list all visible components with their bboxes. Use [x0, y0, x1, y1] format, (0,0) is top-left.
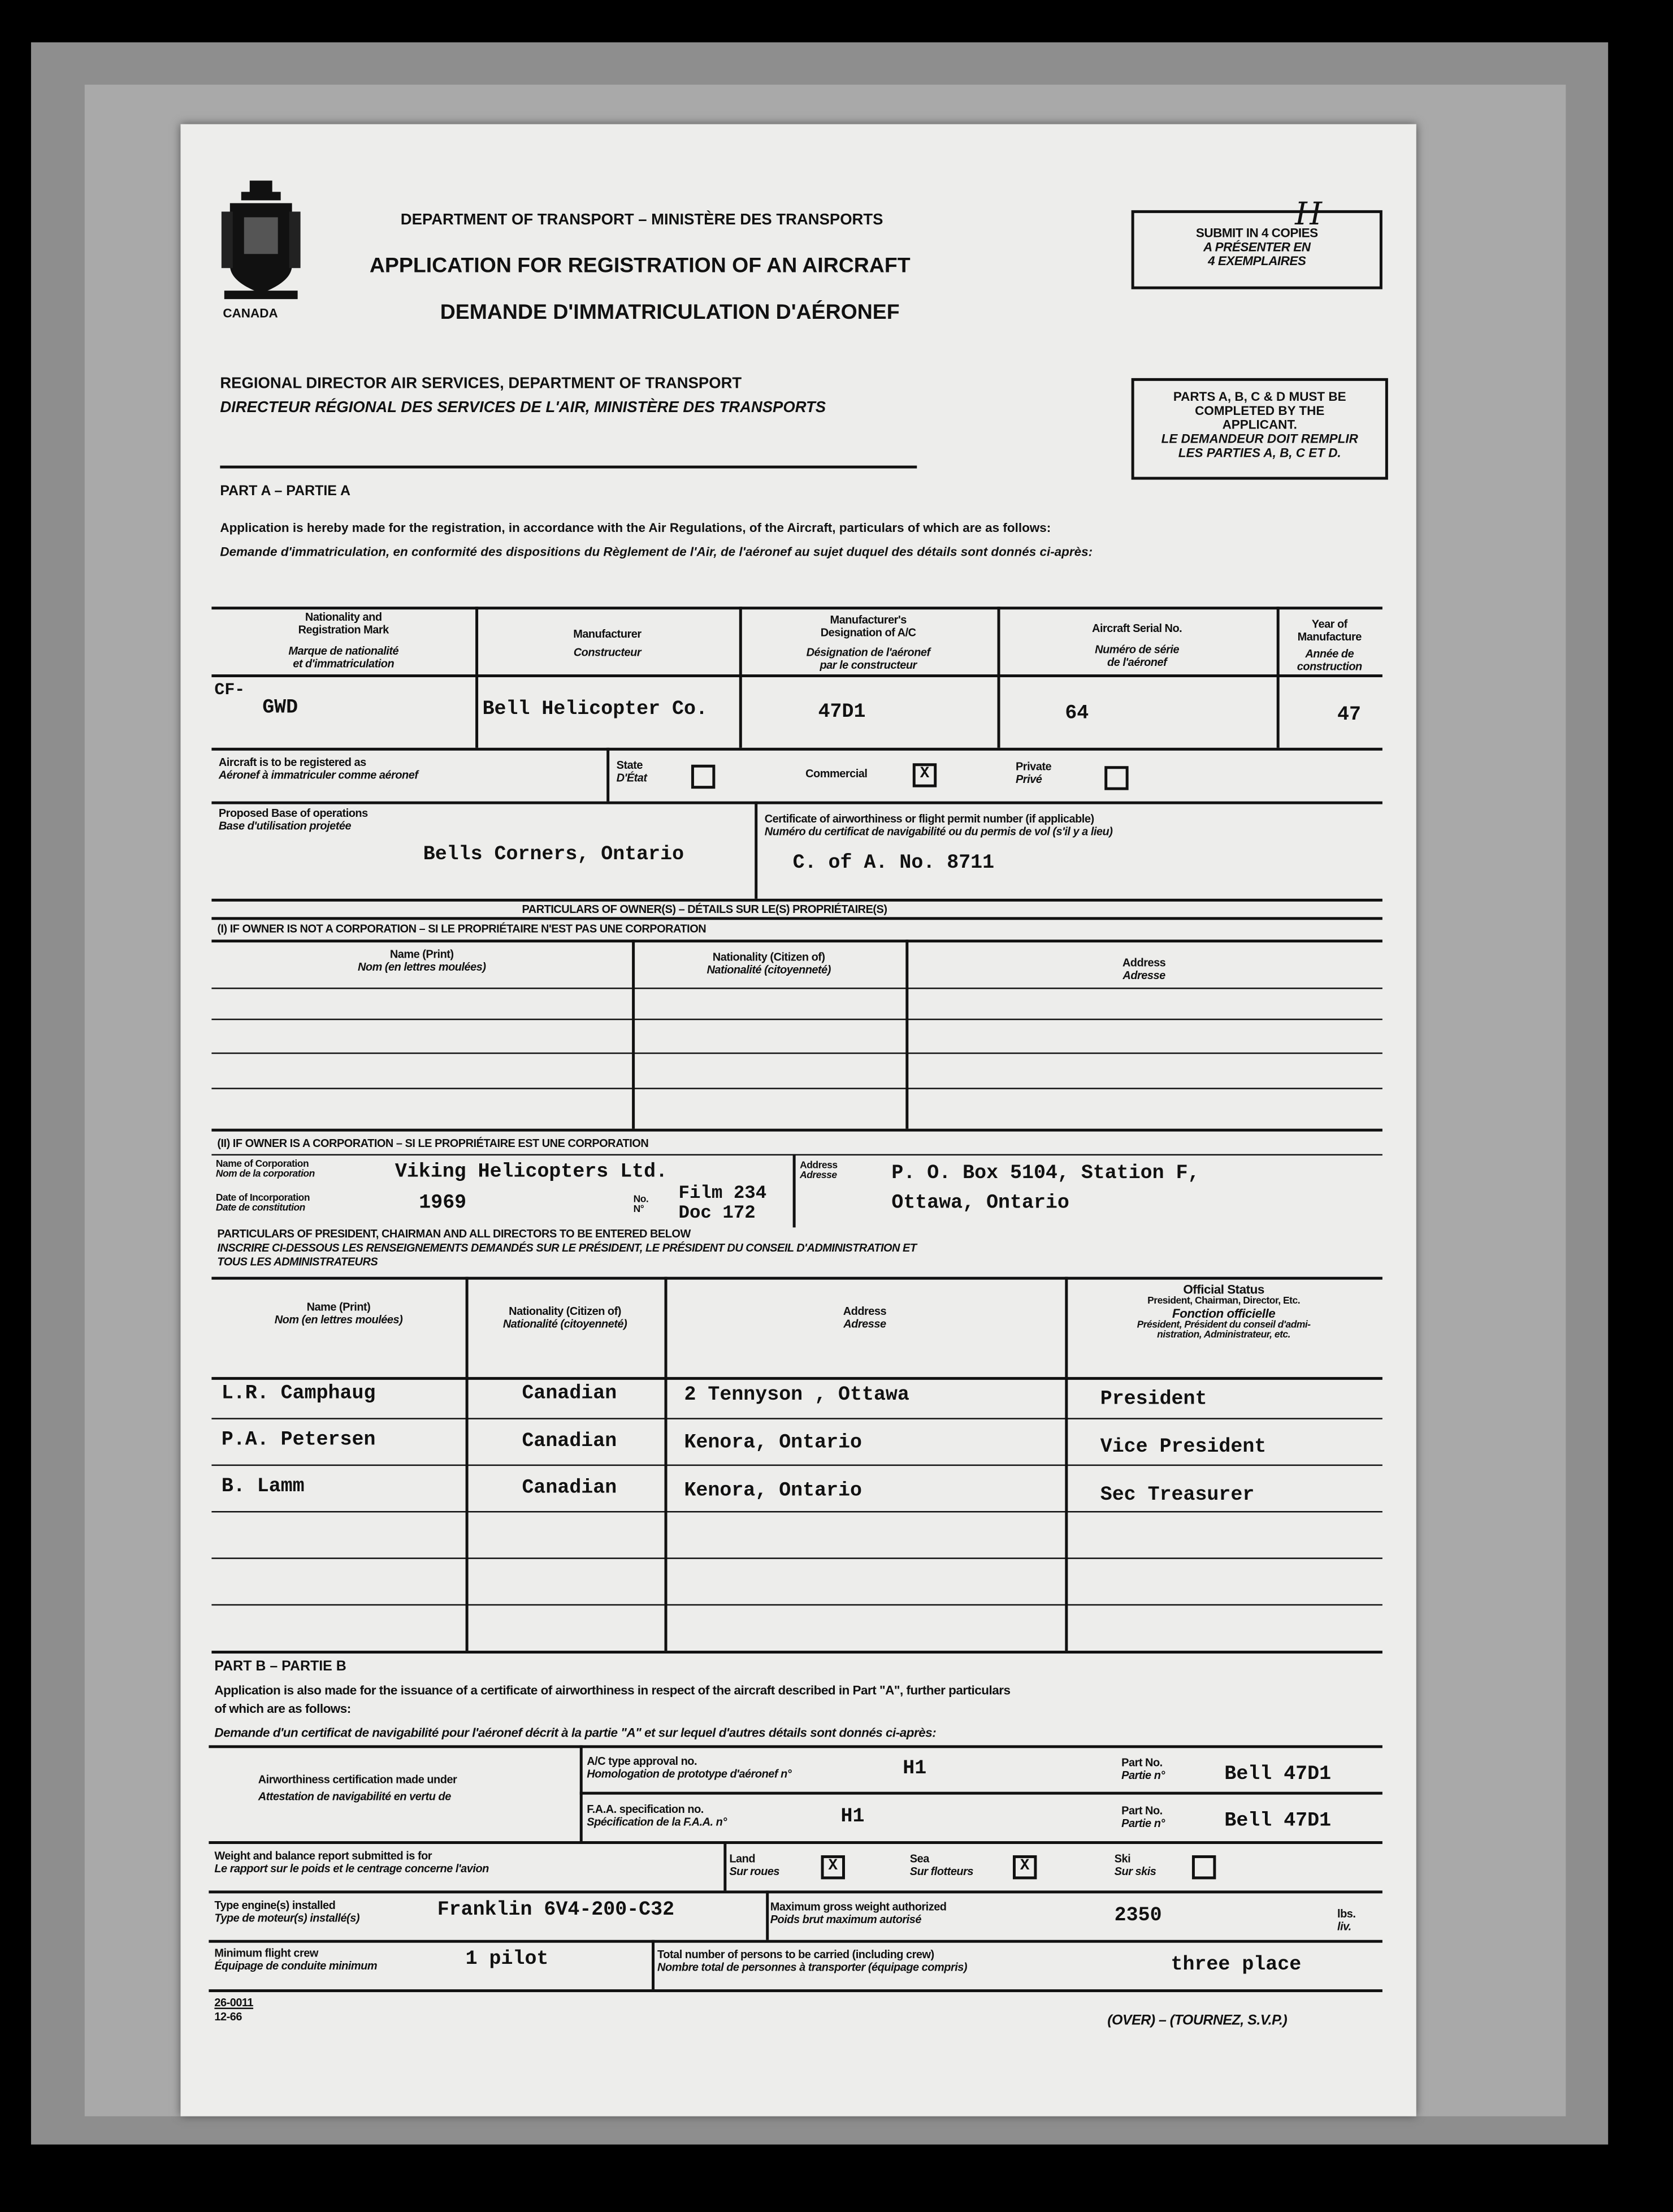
- director-1-status: President: [1100, 1388, 1207, 1411]
- state-checkbox: [691, 765, 715, 789]
- doc-number: Doc 172: [678, 1202, 756, 1223]
- director-1-address: 2 Tennyson , Ottawa: [684, 1384, 909, 1407]
- max-weight-label: Maximum gross weight authorized Poids brut maximum autorisé: [770, 1900, 947, 1926]
- corporation-address-line2: Ottawa, Ontario: [891, 1192, 1069, 1215]
- commercial-checkbox: X: [913, 763, 937, 787]
- col-header-registration: Nationality and Registration Mark Marque de nationalité et d'immatriculation: [288, 611, 399, 670]
- form-date: 12-66: [214, 2010, 242, 2023]
- country-label: CANADA: [223, 306, 278, 321]
- corporation-heading: (II) IF OWNER IS A CORPORATION – SI LE PROPRIÉTAIRE EST UNE CORPORATION: [217, 1137, 649, 1150]
- private-label: Private Privé: [1015, 760, 1052, 786]
- part-b-intro-en-2: of which are as follows:: [214, 1701, 351, 1716]
- owner-name-header: Name (Print) Nom (en lettres moulées): [357, 948, 486, 974]
- persons-label: Total number of persons to be carried (including crew) Nombre total de personnes à transporter (équipage compris): [657, 1948, 968, 1974]
- addressee-fr: DIRECTEUR RÉGIONAL DES SERVICES DE L'AIR, MINISTÈRE DES TRANSPORTS: [220, 399, 826, 417]
- director-3-nationality: Canadian: [522, 1477, 617, 1500]
- owner-address-header: Address Adresse: [1122, 956, 1166, 982]
- title-fr: DEMANDE D'IMMATRICULATION D'AÉRONEF: [440, 300, 900, 325]
- corporation-name: Viking Helicopters Ltd.: [395, 1161, 668, 1184]
- part-no-value-1: Bell 47D1: [1224, 1763, 1332, 1786]
- max-weight-value: 2350: [1114, 1904, 1162, 1928]
- part-b-intro-en-1: Application is also made for the issuance of a certificate of airworthiness in respect of the aircraft described in Part "A", further particulars: [214, 1683, 1011, 1698]
- director-nationality-header: Nationality (Citizen of) Nationalité (citoyenneté): [502, 1305, 627, 1331]
- ski-label: Ski Sur skis: [1114, 1852, 1156, 1878]
- owners-heading: PARTICULARS OF OWNER(S) – DÉTAILS SUR LE(S) PROPRIÉTAIRE(S): [522, 903, 887, 916]
- sea-label: Sea Sur flotteurs: [909, 1852, 974, 1878]
- col-header-year: Year of Manufacture Année de construction: [1297, 618, 1362, 673]
- director-2-status: Vice President: [1100, 1436, 1267, 1459]
- department-line: DEPARTMENT OF TRANSPORT – MINISTÈRE DES TRANSPORTS: [400, 211, 883, 229]
- land-checkbox: X: [821, 1855, 845, 1879]
- non-corporation-heading: (I) IF OWNER IS NOT A CORPORATION – SI LE PROPRIÉTAIRE N'EST PAS UNE CORPORATION: [217, 923, 707, 936]
- director-1-name: L.R. Camphaug: [221, 1382, 376, 1405]
- registration-mark: GWD: [262, 696, 298, 720]
- director-address-header: Address Adresse: [843, 1305, 887, 1331]
- corporation-address-label: Address Adresse: [800, 1161, 838, 1181]
- handwritten-mark: H: [1295, 197, 1323, 233]
- part-no-label-1: Part No. Partie n°: [1121, 1756, 1165, 1782]
- canada-coat-of-arms-icon: [219, 180, 304, 302]
- certificate-value: C. of A. No. 8711: [792, 852, 995, 875]
- corporation-name-label: Name of Corporation Nom de la corporation: [215, 1159, 315, 1180]
- incorporation-date-label: Date of Incorporation Date de constitution: [215, 1193, 310, 1214]
- directors-heading: PARTICULARS OF PRESIDENT, CHAIRMAN AND ALL DIRECTORS TO BE ENTERED BELOW INSCRIRE CI-DESSOUS LES RENSEIGNEMENTS DEMANDÉS SUR LE PRÉSIDENT, LE PRÉSIDENT DU CONSEIL D'ADMINISTRATION ET TOUS LES ADMINISTRATEURS: [217, 1227, 917, 1269]
- designation-value: 47D1: [818, 701, 866, 724]
- manufacturer-value: Bell Helicopter Co.: [482, 698, 708, 721]
- part-no-value-2: Bell 47D1: [1224, 1810, 1332, 1833]
- addressee-en: REGIONAL DIRECTOR AIR SERVICES, DEPARTMENT OF TRANSPORT: [220, 375, 742, 392]
- part-a-intro-en: Application is hereby made for the registration, in accordance with the Air Regulations, of the Aircraft, particulars of which are as follows:: [220, 520, 1051, 535]
- corporation-address-line1: P. O. Box 5104, Station F,: [891, 1162, 1200, 1185]
- base-label: Proposed Base of operations Base d'utilisation projetée: [218, 807, 368, 833]
- serial-value: 64: [1065, 702, 1089, 725]
- part-b-heading: PART B – PARTIE B: [214, 1659, 346, 1675]
- director-1-nationality: Canadian: [522, 1382, 617, 1405]
- director-3-address: Kenora, Ontario: [684, 1480, 862, 1503]
- crew-label: Minimum flight crew Équipage de conduite minimum: [214, 1947, 378, 1973]
- private-checkbox: [1104, 766, 1128, 790]
- faa-spec-value: H1: [840, 1806, 865, 1829]
- director-status-header: Official Status President, Chairman, Director, Etc. Fonction officielle Président, Président du conseil d'admi- nistration, Administrateur, etc.: [1137, 1282, 1311, 1341]
- persons-value: three place: [1171, 1954, 1302, 1977]
- weight-balance-label: Weight and balance report submitted is for Le rapport sur le poids et le centrage concerne l'avion: [214, 1849, 489, 1875]
- airworthiness-label: Airworthiness certification made under Attestation de navigabilité en vertu de: [258, 1773, 457, 1803]
- addressee-line: [220, 466, 917, 469]
- year-value: 47: [1337, 704, 1361, 727]
- director-2-name: P.A. Petersen: [221, 1429, 376, 1452]
- director-3-status: Sec Treasurer: [1100, 1484, 1255, 1507]
- incorporation-date: 1969: [419, 1192, 467, 1215]
- crew-value: 1 pilot: [465, 1948, 549, 1971]
- engine-value: Franklin 6V4-200-C32: [437, 1899, 675, 1922]
- col-header-manufacturer: Manufacturer Constructeur: [573, 627, 642, 659]
- weight-unit: lbs. liv.: [1337, 1907, 1356, 1933]
- part-no-label-2: Part No. Partie n°: [1121, 1804, 1165, 1830]
- director-2-nationality: Canadian: [522, 1430, 617, 1453]
- ski-checkbox: [1192, 1855, 1216, 1879]
- faa-spec-label: F.A.A. specification no. Spécification de la F.A.A. n°: [587, 1803, 727, 1829]
- type-approval-value: H1: [903, 1758, 927, 1781]
- certificate-label: Certificate of airworthiness or flight permit number (if applicable) Numéro du certificat de navigabilité ou du permis de vol (s'il y a lieu): [764, 812, 1113, 838]
- over-note: (OVER) – (TOURNEZ, S.V.P.): [1107, 2013, 1288, 2029]
- base-value: Bells Corners, Ontario: [423, 843, 684, 867]
- commercial-label: Commercial: [805, 767, 868, 781]
- form-number: 26-0011: [214, 1996, 254, 2010]
- owner-nationality-header: Nationality (Citizen of) Nationalité (citoyenneté): [707, 951, 831, 977]
- part-b-intro-fr: Demande d'un certificat de navigabilité pour l'aéronef décrit à la partie "A" et sur lequel d'autres détails sont donnés ci-après:: [214, 1725, 937, 1740]
- registered-as-label: Aircraft is to be registered as Aéronef à immatriculer comme aéronef: [218, 756, 418, 782]
- col-header-serial: Aircraft Serial No. Numéro de série de l'aéronef: [1092, 622, 1182, 669]
- director-name-header: Name (Print) Nom (en lettres moulées): [274, 1301, 403, 1327]
- state-label: State D'État: [616, 759, 647, 785]
- col-header-designation: Manufacturer's Designation of A/C Désignation de l'aéronef par le constructeur: [806, 613, 930, 672]
- type-approval-label: A/C type approval no. Homologation de prototype d'aéronef n°: [587, 1755, 792, 1781]
- part-a-heading: PART A – PARTIE A: [220, 484, 351, 500]
- number-label: No. N°: [633, 1194, 649, 1215]
- director-2-address: Kenora, Ontario: [684, 1432, 862, 1455]
- submit-copies-box: SUBMIT IN 4 COPIES A PRÉSENTER EN 4 EXEMPLAIRES: [1132, 210, 1382, 289]
- registration-prefix: CF-: [214, 679, 245, 700]
- director-3-name: B. Lamm: [221, 1475, 305, 1499]
- film-number: Film 234: [678, 1182, 767, 1204]
- title-en: APPLICATION FOR REGISTRATION OF AN AIRCRAFT: [369, 254, 911, 278]
- engine-label: Type engine(s) installed Type de moteur(s) installé(s): [214, 1899, 360, 1925]
- part-a-intro-fr: Demande d'immatriculation, en conformité des dispositions du Règlement de l'Air, de l'aéronef au sujet duquel des détails sont donnés ci-après:: [220, 544, 1093, 559]
- land-label: Land Sur roues: [729, 1852, 780, 1878]
- parts-notice-box: PARTS A, B, C & D MUST BE COMPLETED BY THE APPLICANT. LE DEMANDEUR DOIT REMPLIR LES PARTIES A, B, C ET D.: [1132, 378, 1388, 480]
- sea-checkbox: X: [1013, 1855, 1037, 1879]
